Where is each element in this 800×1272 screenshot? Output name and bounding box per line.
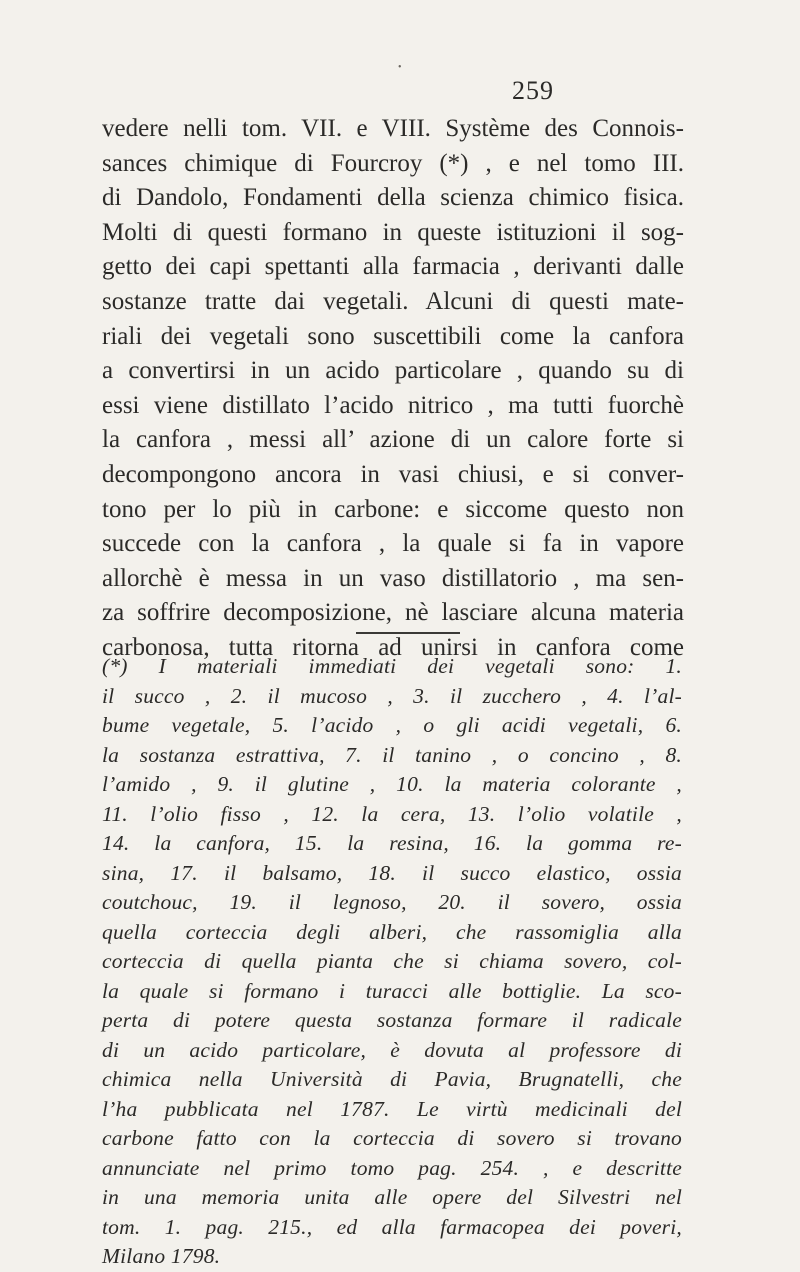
- text-line: sostanze tratte dai vegetali. Alcuni di questi mate-: [102, 287, 684, 315]
- text-line: Molti di questi formano in queste istituzioni il sog-: [102, 218, 684, 246]
- page-mark: •: [398, 62, 402, 73]
- footnote-line: Milano 1798.: [102, 1244, 221, 1268]
- footnote-line: l’amido , 9. il glutine , 10. la materia colorante ,: [102, 772, 682, 796]
- text-line: riali dei vegetali sono suscettibili come la canfora: [102, 322, 684, 350]
- footnote-line: tom. 1. pag. 215., ed alla farmacopea dei poveri,: [102, 1214, 682, 1239]
- footnote-line: bume vegetale, 5. l’acido , o gli acidi vegetali, 6.: [102, 713, 682, 737]
- footnote-line: in una memoria unita alle opere del Silvestri nel: [102, 1185, 682, 1209]
- footnote-line: carbone fatto con la corteccia di sovero si trovano: [102, 1126, 682, 1150]
- text-line: decompongono ancora in vasi chiusi, e si conver-: [102, 460, 684, 488]
- footnote-line: 11. l’olio fisso , 12. la cera, 13. l’olio volatile ,: [102, 801, 682, 826]
- text-line: vedere nelli tom. VII. e VIII. Système des Connois-: [102, 115, 684, 142]
- footnote-line: coutchouc, 19. il legnoso, 20. il sovero, ossia: [102, 890, 682, 914]
- footnote-line: il succo , 2. il mucoso , 3. il zucchero , 4. l’al-: [102, 683, 682, 708]
- text-line: di Dandolo, Fondamenti della scienza chimico fisica.: [102, 184, 684, 212]
- footnote-line: chimica nella Università di Pavia, Brugnatelli, che: [102, 1067, 682, 1091]
- footnote-divider: [356, 632, 460, 634]
- footnote-line: perta di potere questa sostanza formare il radicale: [102, 1008, 682, 1032]
- page-number: 259: [512, 76, 554, 105]
- footnote-line: 14. la canfora, 15. la resina, 16. la gomma re-: [102, 831, 682, 855]
- footnote-line: corteccia di quella pianta che si chiama sovero, col-: [102, 949, 682, 973]
- text-line: la canfora , messi all’ azione di un calore forte si: [102, 426, 684, 454]
- text-line: carbonosa, tutta ritorna ad unirsi in canfora come: [102, 633, 684, 661]
- footnote-line: l’ha pubblicata nel 1787. Le virtù medicinali del: [102, 1096, 682, 1121]
- text-line: a convertirsi in un acido particolare , quando su di: [102, 357, 684, 385]
- text-line: getto dei capi spettanti alla farmacia , derivanti dalle: [102, 253, 684, 281]
- footnote-body: [102, 652, 682, 1272]
- footnote-line: la quale si formano i turacci alle bottiglie. La sco-: [102, 978, 682, 1003]
- footnote-line: annunciate nel primo tomo pag. 254. , e descritte: [102, 1155, 682, 1180]
- text-line: tono per lo più in carbone: e siccome questo non: [102, 495, 684, 523]
- footnote-line: (*) I materiali immediati dei vegetali sono: 1.: [102, 654, 682, 678]
- text-line: succede con la canfora , la quale si fa in vapore: [102, 530, 684, 558]
- footnote-line: sina, 17. il balsamo, 18. il succo elastico, ossia: [102, 860, 682, 885]
- footnote-line: quella corteccia degli alberi, che rassomiglia alla: [102, 919, 682, 944]
- text-line: za soffrire decomposizione, nè lasciare alcuna materia: [102, 599, 684, 627]
- text-line: essi viene distillato l’acido nitrico , ma tutti fuorchè: [102, 391, 684, 419]
- footnote-line: di un acido particolare, è dovuta al professore di: [102, 1037, 682, 1062]
- text-line: allorchè è messa in un vaso distillatorio , ma sen-: [102, 564, 684, 592]
- footnote-line: la sostanza estrattiva, 7. il tanino , o concino , 8.: [102, 742, 682, 767]
- text-line: sances chimique di Fourcroy (*) , e nel tomo III.: [102, 149, 684, 177]
- main-text-body: [102, 112, 684, 666]
